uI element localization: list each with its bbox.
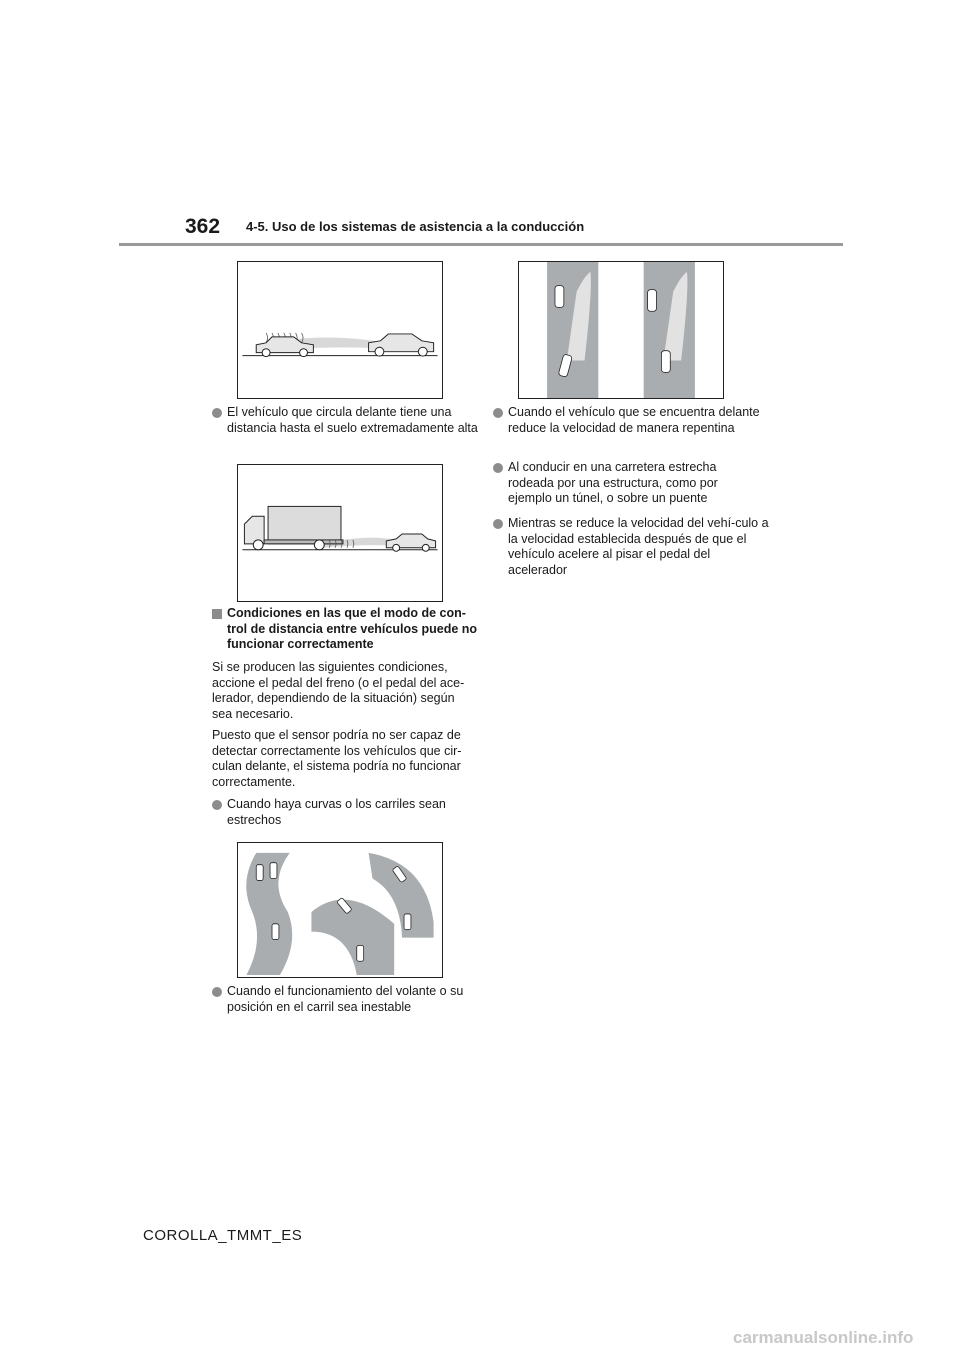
- figure-curves: [237, 842, 443, 978]
- bullet-narrow-road: [493, 460, 763, 507]
- document-code: COROLLA_TMMT_ES: [143, 1227, 303, 1244]
- car-ahead: [369, 334, 434, 356]
- bullet-text: Cuando haya curvas o los carriles sean estrechos: [227, 797, 446, 827]
- watermark: carmanualsonline.info: [733, 1328, 914, 1347]
- section-heading: [212, 606, 485, 653]
- heading-text: Condiciones en las que el modo de con-trol de distancia entre vehículos puede no funcionar correctamente: [227, 606, 478, 652]
- bullet-text: Cuando el vehículo que se encuentra delante reduce la velocidad de manera repentina: [508, 405, 760, 435]
- bullet-text: Al conducir en una carretera estrecha rodeada por una estructura, como por ejemplo un túnel, o sobre un puente: [508, 460, 718, 506]
- figure-truck-ahead: [237, 464, 443, 602]
- bullet-dot-icon: [212, 800, 222, 810]
- bullet-dot-icon: [212, 987, 222, 997]
- bullet-dot-icon: [212, 408, 222, 418]
- bullet-text: El vehículo que circula delante tiene una distancia hasta el suelo extremadamente alta: [227, 405, 478, 435]
- truck: [244, 506, 343, 549]
- illustration-lanes: [519, 262, 723, 398]
- car-own: [386, 534, 435, 551]
- illustration-high-clearance: [238, 262, 442, 398]
- page-number: 362: [185, 215, 221, 238]
- figure-high-clearance-vehicle: [237, 261, 443, 399]
- paragraph-2: Puesto que el sensor podría no ser capaz de detectar correctamente los vehículos que cir-culan delante, el sistema podría no funcionar correctamente.: [212, 728, 462, 789]
- bullet-curves: [212, 797, 482, 828]
- bullet-high-clearance: [212, 405, 482, 436]
- bullet-steering: [212, 984, 482, 1015]
- header-rule: [119, 243, 843, 246]
- section-title: 4-5. Uso de los sistemas de asistencia a la conducción: [246, 219, 585, 234]
- bullet-text: Cuando el funcionamiento del volante o su posición en el carril sea inestable: [227, 984, 464, 1014]
- illustration-curves: [238, 843, 442, 977]
- bullet-text: Mientras se reduce la velocidad del vehí-culo a la velocidad establecida después de que el vehículo acelere al pisar el pedal del acelerador: [508, 516, 769, 577]
- bullet-dot-icon: [493, 519, 503, 529]
- bullet-sudden-deceleration: [493, 405, 763, 436]
- figure-sudden-deceleration: [518, 261, 724, 399]
- bullet-dot-icon: [493, 408, 503, 418]
- bullet-dot-icon: [493, 463, 503, 473]
- paragraph-1: Si se producen las siguientes condiciones, accione el pedal del freno (o el pedal del ace-lerador, dependiendo de la situación) según sea necesario.: [212, 660, 465, 721]
- heading-square-icon: [212, 609, 222, 619]
- illustration-truck: [238, 465, 442, 601]
- bullet-speed-reduction: [493, 516, 770, 578]
